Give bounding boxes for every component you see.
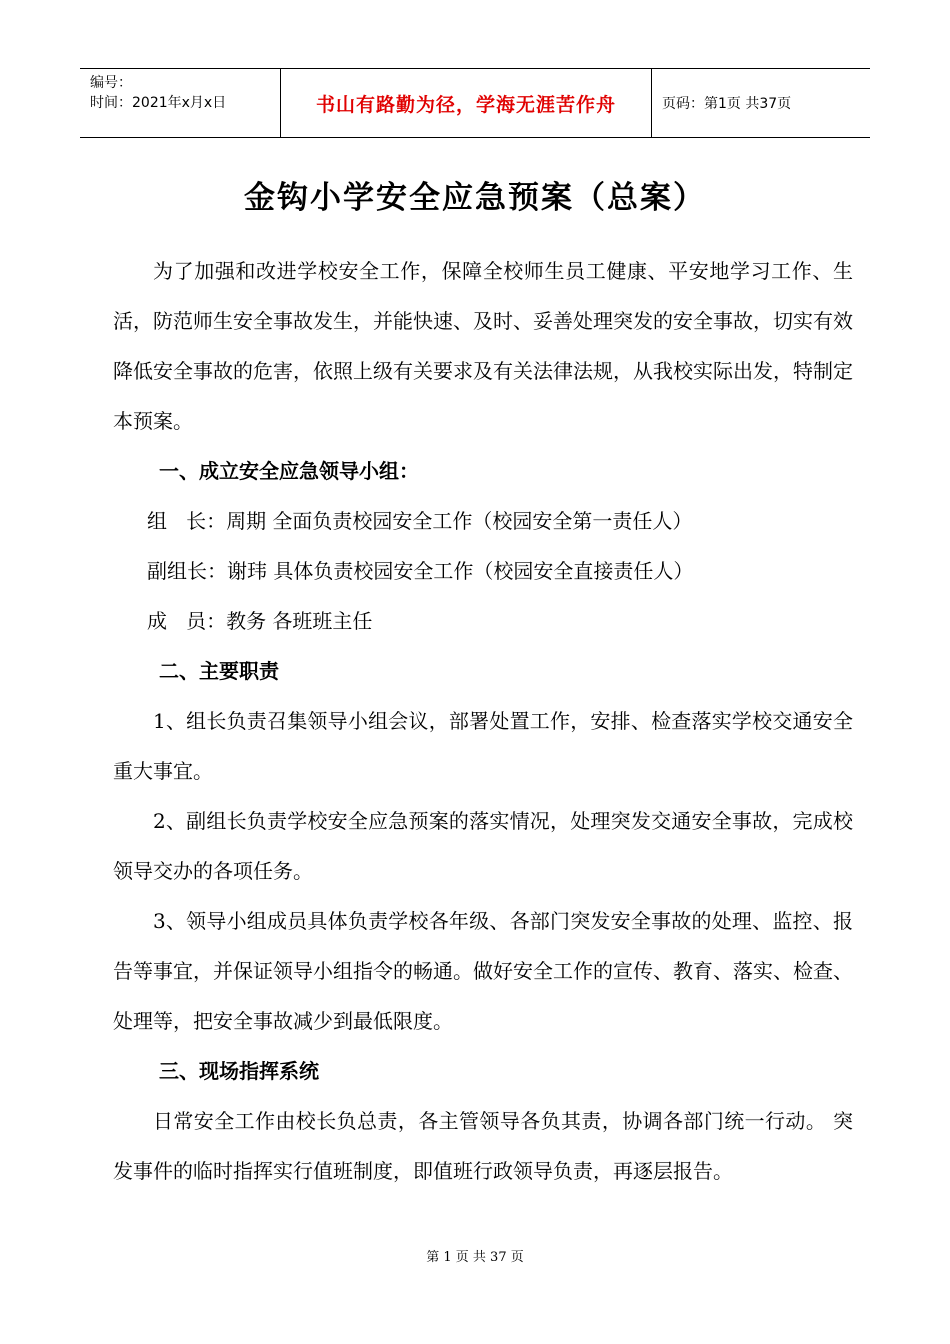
header-motto: 书山有路勤为径，学海无涯苦作舟 — [280, 69, 652, 137]
members-line: 成 员：教务 各班班主任 — [147, 609, 373, 633]
document-title: 金钩小学安全应急预案（总案） — [244, 180, 706, 216]
duty-item-1: 1、组长负责召集领导小组会议，部署处置工作，安排、检查落实学校交通安全重大事宜。 — [113, 709, 853, 783]
leader-line: 组 长：周期 全面负责校园安全工作（校园安全第一责任人） — [147, 509, 693, 533]
section-heading-1: 一、成立安全应急领导小组： — [159, 459, 419, 483]
intro-paragraph: 为了加强和改进学校安全工作，保障全校师生员工健康、平安地学习工作、生活，防范师生安全事故发生，并能快速、及时、妥善处理突发的安全事故，切实有效降低安全事故的危害，依照上级有关要求及有关法律法规，从我校实际出发，特制定本预案。 — [113, 259, 853, 433]
duty-item-3: 3、领导小组成员具体负责学校各年级、各部门突发安全事故的处理、监控、报告等事宜，并保证领导小组指令的畅通。做好安全工作的宣传、教育、落实、检查、处理等，把安全事故减少到最低限度。 — [113, 909, 853, 1033]
document-time-label: 时间：2021年x月x日 — [90, 95, 227, 111]
duty-item-2: 2、副组长负责学校安全应急预案的落实情况，处理突发交通安全事故，完成校领导交办的各项任务。 — [113, 809, 853, 883]
section-heading-3: 三、现场指挥系统 — [159, 1059, 319, 1083]
page-footer: 第 1 页 共 37 页 — [426, 1250, 524, 1265]
deputy-line: 副组长：谢玮 具体负责校园安全工作（校园安全直接责任人） — [147, 559, 694, 583]
document-body — [113, 246, 853, 1196]
header-page-info: 页码：第1页 共37页 — [662, 96, 792, 112]
section-heading-2: 二、主要职责 — [159, 659, 279, 683]
header-meta — [80, 69, 280, 137]
command-paragraph: 日常安全工作由校长负总责，各主管领导各负其责，协调各部门统一行动。 突发事件的临时指挥实行值班制度，即值班行政领导负责，再逐层报告。 — [113, 1109, 853, 1183]
document-number-label: 编号： — [90, 75, 132, 91]
page-header — [80, 68, 870, 138]
